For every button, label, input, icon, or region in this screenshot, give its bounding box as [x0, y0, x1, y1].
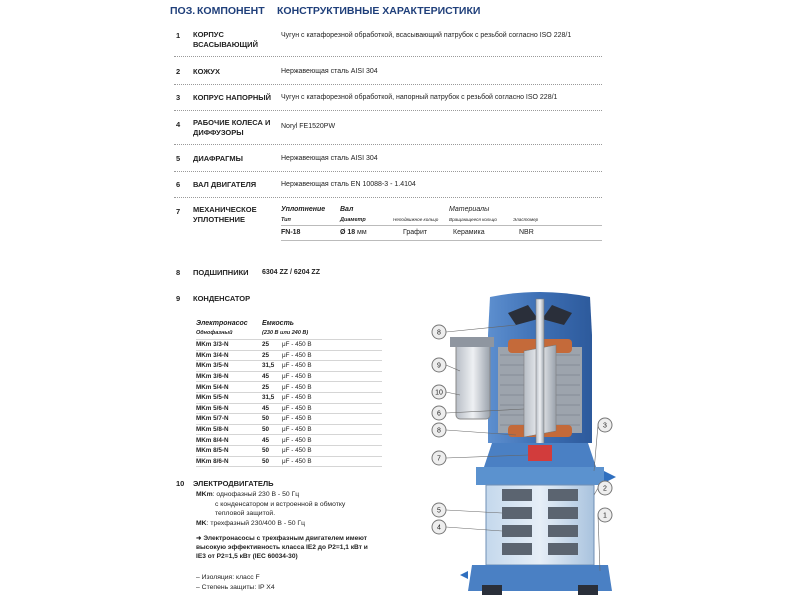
capacitor-row [196, 382, 382, 393]
mechanical-seal [528, 445, 552, 461]
capacitor-model: MKm 5/4-N [196, 382, 262, 393]
header-pos: ПОЗ. [170, 5, 196, 17]
motor-mkm-label: MKm [196, 491, 213, 498]
capacitor-model: MKm 3/4-N [196, 350, 262, 361]
capacitor-model: MKm 5/7-N [196, 414, 262, 425]
capacitor-row [196, 340, 382, 351]
motor-mk-label: MK [196, 519, 207, 527]
capacitor-row [196, 371, 382, 382]
seal-type: FN-18 [281, 229, 301, 236]
capacitor-unit: μF - 450 В [282, 361, 382, 372]
seal-elastomer: NBR [519, 229, 534, 236]
capacitor-header-pump: Электронасос [196, 320, 248, 327]
capacitor-model: MKm 8/5-N [196, 445, 262, 456]
callout-label: 7 [437, 455, 441, 463]
row-6-description: Нержавеющая сталь EN 10088-3 - 1.4104 [281, 181, 416, 188]
row-1-description: Чугун с катафорезной обработкой, всасывающий патрубок с резьбой согласно ISO 228/1 [281, 32, 572, 39]
motor-mkm-text: : однофазный 230 В - 50 Гц [212, 491, 300, 498]
capacitor-value: 31,5 [262, 392, 282, 403]
seal-rotating-ring: Керамика [453, 229, 485, 236]
capacitor-value: 50 [262, 456, 282, 467]
seal-divider [281, 240, 602, 241]
capacitor-value: 31,5 [262, 361, 282, 372]
row-7-component: МЕХАНИЧЕСКОЕ УПЛОТНЕНИЕ [193, 205, 257, 224]
seal-header-materials: Материалы [449, 206, 490, 213]
row-8-num: 8 [176, 268, 181, 277]
callout-label: 8 [437, 427, 441, 435]
motor-mkm-line2: с конденсатором и встроенной в обмотку [215, 500, 346, 508]
row-2-num: 2 [176, 67, 181, 76]
row-4-description: Noryl FE1520PW [281, 123, 336, 130]
callout-label: 8 [437, 329, 441, 337]
header-characteristics: КОНСТРУКТИВНЫЕ ХАРАКТЕРИСТИКИ [277, 5, 481, 17]
capacitor-unit: μF - 450 В [282, 445, 382, 456]
capacitor-row [196, 414, 382, 425]
capacitor-unit: μF - 450 В [282, 392, 382, 403]
motor-mk-text: : трехфазный 230/400 В - 50 Гц [206, 519, 305, 527]
row-1-num: 1 [176, 31, 181, 40]
row-separator [174, 144, 602, 145]
callout-label: 6 [437, 410, 441, 418]
terminal-box-lid [450, 337, 494, 347]
motor-insulation: – Изоляция: класс F [196, 574, 260, 581]
capacitor-row [196, 392, 382, 403]
seal-diameter-unit: мм [357, 229, 367, 236]
capacitor-unit: μF - 450 В [282, 414, 382, 425]
capacitor-row [196, 424, 382, 435]
row-2-component: КОЖУХ [193, 67, 220, 76]
callout-label: 3 [603, 422, 607, 430]
row-separator [174, 84, 602, 85]
capacitor-value: 45 [262, 435, 282, 446]
seal-fixed-ring: Графит [403, 229, 428, 236]
capacitor-model: MKm 5/8-N [196, 424, 262, 435]
capacitor-row [196, 403, 382, 414]
row-separator [174, 110, 602, 111]
row-5-num: 5 [176, 154, 181, 163]
capacitor-header-capacity: Емкость [262, 320, 294, 327]
capacitor-model: MKm 3/6-N [196, 371, 262, 382]
capacitor-unit: μF - 450 В [282, 350, 382, 361]
pump-cutaway-illustration [420, 285, 620, 600]
seal-sub-rotating: Вращающееся кольцо [449, 217, 497, 222]
row-1-component: КОРПУС ВСАСЫВАЮЩИЙ [193, 30, 258, 49]
row-3-component: КОПРУС НАПОРНЫЙ [193, 93, 271, 102]
capacitor-unit: μF - 450 В [282, 340, 382, 351]
capacitor-model: MKm 5/6-N [196, 403, 262, 414]
capacitor-value: 25 [262, 350, 282, 361]
row-10-num: 10 [176, 479, 185, 488]
capacitor-value: 25 [262, 382, 282, 393]
capacitor-value: 25 [262, 340, 282, 351]
capacitor-unit: μF - 450 В [282, 403, 382, 414]
seal-diameter: Ø 18 [340, 229, 356, 236]
capacitor-row [196, 435, 382, 446]
capacitor-unit: μF - 450 В [282, 456, 382, 467]
capacitor-row [196, 361, 382, 372]
seal-header-seal: Уплотнение [281, 206, 326, 213]
callout-label: 4 [437, 524, 441, 532]
row-3-description: Чугун с катафорезной обработкой, напорный патрубок с резьбой согласно ISO 228/1 [281, 94, 558, 101]
callout-label: 2 [603, 485, 607, 493]
capacitor-model: MKm 3/5-N [196, 361, 262, 372]
seal-divider [281, 225, 602, 226]
row-7-num: 7 [176, 207, 181, 216]
capacitor-model: MKm 3/3-N [196, 340, 262, 351]
motor-protection: – Степень защиты: IP X4 [196, 584, 275, 591]
capacitor-sub-voltage: (230 В или 240 В) [262, 330, 309, 336]
row-separator [174, 171, 602, 172]
row-3-num: 3 [176, 93, 181, 102]
row-6-component: ВАЛ ДВИГАТЕЛЯ [193, 180, 257, 189]
callout-label: 5 [437, 507, 441, 515]
seal-sub-fixed: Неподвижное кольцо [393, 217, 439, 222]
row-2-description: Нержавеющая сталь AISI 304 [281, 68, 378, 75]
row-4-num: 4 [176, 120, 181, 129]
row-6-num: 6 [176, 180, 181, 189]
motor-mkm-line3: тепловой защитой. [215, 510, 276, 517]
capacitor-value: 50 [262, 424, 282, 435]
capacitor-model: MKm 8/6-N [196, 456, 262, 467]
seal-sub-diameter: Диаметр [340, 217, 366, 223]
discharge-casing [476, 467, 604, 485]
row-separator [174, 197, 602, 198]
capacitor-sub-phase: Однофазный [196, 330, 233, 336]
seal-header-shaft: Вал [340, 206, 354, 213]
capacitor-row [196, 445, 382, 456]
capacitor-value: 50 [262, 414, 282, 425]
row-4-component: РАБОЧИЕ КОЛЕСА И ДИФФУЗОРЫ [193, 118, 271, 137]
row-9-component: КОНДЕНСАТОР [193, 294, 251, 303]
capacitor-unit: μF - 450 В [282, 382, 382, 393]
capacitor-model: MKm 8/4-N [196, 435, 262, 446]
header-component: КОМПОНЕНТ [197, 5, 265, 17]
row-separator [174, 56, 602, 57]
capacitor-table [196, 339, 382, 467]
capacitor-value: 50 [262, 445, 282, 456]
capacitor-model: MKm 5/5-N [196, 392, 262, 403]
capacitor-row [196, 350, 382, 361]
capacitor-row [196, 456, 382, 467]
row-8-component: ПОДШИПНИКИ [193, 268, 249, 277]
row-8-description: 6304 ZZ / 6204 ZZ [262, 269, 320, 276]
capacitor-unit: μF - 450 В [282, 435, 382, 446]
capacitor-value: 45 [262, 403, 282, 414]
row-9-num: 9 [176, 294, 181, 303]
capacitor-value: 45 [262, 371, 282, 382]
motor-efficiency-note: ➜ Электронасосы с трехфазным двигателем имеют высокую эффективность класса IE2 до P2=1,1 кВт и IE3 от P2=1,5 кВт (IEC 60034-30) [196, 535, 368, 560]
seal-sub-type: Тип [281, 217, 291, 223]
callout-label: 9 [437, 362, 441, 370]
capacitor-unit: μF - 450 В [282, 424, 382, 435]
capacitor-unit: μF - 450 В [282, 371, 382, 382]
capacitor-box [456, 343, 490, 419]
motor-description [196, 490, 376, 528]
base-foot-right [578, 585, 598, 595]
base-foot-left [482, 585, 502, 595]
callout-label: 10 [435, 389, 443, 397]
row-10-component: ЭЛЕКТРОДВИГАТЕЛЬ [193, 479, 274, 488]
callout-label: 1 [603, 512, 607, 520]
row-5-component: ДИАФРАГМЫ [193, 154, 243, 163]
suction-arrow [460, 571, 468, 579]
seal-sub-elastomer: Эластомер [513, 217, 539, 222]
row-5-description: Нержавеющая сталь AISI 304 [281, 155, 378, 162]
